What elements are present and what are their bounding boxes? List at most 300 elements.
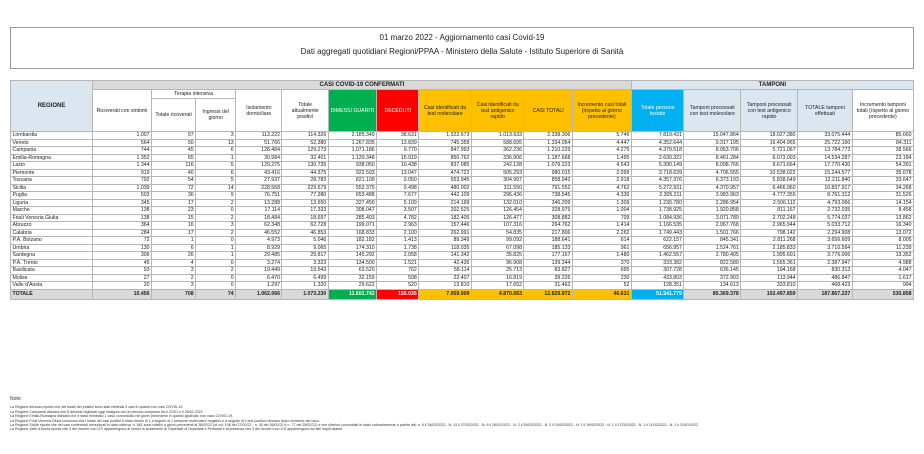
table-cell: 5.721.067 [741,147,798,155]
table-row [11,162,914,170]
totals-cell: 1.062.066 [236,289,282,299]
table-cell: 18.027.380 [741,132,798,140]
table-cell: 15.047.864 [684,132,741,140]
table-cell: 1.071.186 [328,147,376,155]
region-name: Molise [11,274,93,282]
table-cell: 118.035 [419,244,472,252]
table-cell: 99.092 [471,237,524,245]
table-cell: 653.488 [328,192,376,200]
table-cell: 13.862 [852,214,913,222]
table-cell: 3.323 [282,259,328,267]
table-cell: 52.380 [282,139,328,147]
table-cell: 8.461.284 [684,154,741,162]
table-cell: 345 [93,199,152,207]
table-row [11,169,914,177]
table-cell: 850.762 [419,154,472,162]
totals-cell: 51.541.779 [631,289,684,299]
table-cell: 65 [152,154,196,162]
table-cell: 4.782 [377,214,419,222]
table-cell: 182.182 [328,237,376,245]
table-cell: 6 [152,244,196,252]
table-cell: 0 [196,274,236,282]
region-name: Lazio [11,162,93,170]
table-cell: 6.073.003 [741,154,798,162]
group-icu: Terapia intensiva [152,90,236,99]
table-cell: 138 [93,207,152,215]
table-cell: 2 [196,214,236,222]
table-cell: 17.770.430 [798,162,853,170]
table-cell: 116 [152,162,196,170]
region-name: Marche [11,207,93,215]
table-cell: 1.749.443 [631,229,684,237]
table-cell: 3.656.609 [798,237,853,245]
table-row [11,184,914,192]
table-cell: 922.593 [328,169,376,177]
note-line: La Regione Campania dichiara che 6 decessi registrati oggi risalgono ad un periodo compreso tra il 22/01 e il 26/02 2022. [10,409,204,414]
table-row [11,154,914,162]
table-cell: 1.013.633 [471,132,524,140]
table-cell: 486.847 [798,274,853,282]
table-cell: 58.114 [419,267,472,275]
totals-cell: 10.456 [93,289,152,299]
region-name: Liguria [11,199,93,207]
totals-cell: 1.073.230 [282,289,328,299]
note-line: La Regione Valle d'Aosta riporta che 3 dei ricoveri non UTI appartengono al centro di isolamento di Ospedale di Ospedale e Pediatria e la presenza che 3 dei ricoveri non UTI appartengono ad altri ospiti dipinte. [10,427,344,432]
region-name: Sardegna [11,252,93,260]
table-cell: 23.184 [852,154,913,162]
col-dimessi: DIMESSI GUARITI [328,90,376,132]
table-cell: 0 [196,282,236,290]
table-cell: 77.380 [282,192,328,200]
table-cell: 14.534.287 [798,154,853,162]
table-cell: 185.133 [524,244,572,252]
table-cell: 25.722.160 [798,139,853,147]
table-cell: 2.702.248 [741,214,798,222]
table-cell: 433.803 [631,274,684,282]
table-row [11,252,914,260]
table-cell: 97 [152,132,196,140]
table-cell: 304.997 [471,177,524,185]
region-name: Valle d'Aosta [11,282,93,290]
group-cases: CASI COVID-19 CONFERMATI [93,81,632,90]
table-cell: 2 [196,229,236,237]
table-cell: 2.965.944 [741,222,798,230]
table-cell: 54.391 [852,162,913,170]
table-cell: 89.349 [419,237,472,245]
col-persone-testate: Totale persone testate [631,90,684,132]
note-line: La Regione Abruzzo riporta che del totale dei positivi sono stati eliminati 3 casi in quanto non casi COVID-19. [10,405,184,410]
table-cell: 552.375 [328,184,376,192]
table-cell: 1.565.361 [741,259,798,267]
table-cell: 822.580 [684,259,741,267]
region-name: Veneto [11,139,93,147]
table-cell: 738.545 [524,192,572,200]
table-cell: 228.568 [236,184,282,192]
table-cell: 28.783 [282,177,328,185]
table-cell: 1.322.673 [419,132,472,140]
totals-cell: 46.631 [572,289,631,299]
table-cell: 564 [93,139,152,147]
table-cell: 1.297 [236,282,282,290]
region-name: Campania [11,147,93,155]
table-cell: 8.098.766 [684,162,741,170]
table-row [11,259,914,267]
col-antigenico: Casi identificati da test antigenico rapido [471,90,524,132]
table-cell: 695 [572,267,631,275]
table-row [11,132,914,140]
table-cell: 126.454 [471,207,524,215]
table-cell: 13.784.773 [798,147,853,155]
table-cell: 1.920.858 [684,207,741,215]
table-cell: 1.166.535 [631,222,684,230]
table-cell: 264.762 [524,222,572,230]
table-cell: 798.142 [741,229,798,237]
table-cell: 45 [93,259,152,267]
region-name: Abruzzo [11,222,93,230]
table-cell: 468.423 [798,282,853,290]
table-cell: 188.641 [524,237,572,245]
table-cell: 230 [572,274,631,282]
table-cell: 2.185.833 [741,244,798,252]
table-cell: 333.382 [631,259,684,267]
table-cell: 8.761.312 [798,192,853,200]
table-cell: 3.710.594 [798,244,853,252]
col-molecolare: Casi identificati da test molecolare [419,90,472,132]
table-cell: 656.957 [631,244,684,252]
table-cell: 23 [152,207,196,215]
table-cell: 4.793.066 [798,199,853,207]
table-cell: 11.239 [852,244,913,252]
table-cell: 14.154 [852,199,913,207]
totals-cell: 7.959.909 [419,289,472,299]
table-cell: 113.222 [236,132,282,140]
table-cell: 6.466.960 [741,184,798,192]
table-cell: 10.438 [377,162,419,170]
table-cell: 480.002 [419,184,472,192]
report-subtitle: Dati aggregati quotidiani Regioni/PPAA - Ministero della Salute - Istituto Superiore di Sanità [300,47,624,56]
table-cell: 5.774.037 [798,214,853,222]
table-cell: 93 [93,267,152,275]
table-cell: 9.671.664 [741,162,798,170]
table-cell: 96.908 [471,259,524,267]
table-cell: 2.286.954 [684,199,741,207]
table-cell: 130.735 [282,162,328,170]
table-cell: 13.072 [852,229,913,237]
table-cell: 3 [196,132,236,140]
table-cell: 308.047 [328,207,376,215]
covid-data-table [10,80,914,300]
table-cell: 128.484 [236,147,282,155]
table-cell: 762 [377,267,419,275]
table-cell: 4.988 [852,259,913,267]
note-line: La Regione Sicilia riporta che dei casi confermati comunicati in data odierna, n. 581 sono relativi a giorni precedenti al 28/02/22 (di cui: 108 del 27/02/22 - n. 45 del 26/02/22 e n. 77 del 25/02/22) e che ulteriori comunicati le stato ordinariamente a partire dal: n. 6 il 28/02/2022 - N. 13 il 27/02/2022 - N. 6 il 26/02/2022 - N. 2 il 25/02/2022 - N. 2 il 24/02/2022 - N. 1 il 19/02/2022 - N. 1 il 17/02/2022 - N. 1 il 11/02/2022 - N. 1 il 31/01/2022 [10,423,698,428]
table-cell: 9 [196,192,236,200]
table-cell: 46.853 [282,229,328,237]
table-cell: 4.370.957 [684,184,741,192]
table-cell: 13.839 [377,139,419,147]
table-cell: 0 [196,207,236,215]
table-cell: 85.660 [852,132,913,140]
table-cell: 1.079.223 [524,162,572,170]
table-cell: 636.145 [684,267,741,275]
table-cell: 129.275 [236,162,282,170]
table-cell: 307.728 [631,267,684,275]
table-cell: 1.309 [572,199,631,207]
table-cell: 4 [152,259,196,267]
table-cell: 4.447 [572,139,631,147]
table-row [11,282,914,290]
table-cell: 130 [93,244,152,252]
table-cell: 1.039 [93,184,152,192]
table-cell: 5.046 [282,237,328,245]
table-cell: 364 [93,222,152,230]
table-cell: 2 [196,267,236,275]
table-cell: 4.275 [572,147,631,155]
table-cell: 44.375 [282,169,328,177]
table-cell: 858.942 [524,177,572,185]
table-cell: 32.159 [328,274,376,282]
table-row [11,244,914,252]
totals-cell: 74 [196,289,236,299]
notes-section [10,397,914,432]
col-tamponi-totali: TOTALE tamponi effettuati [798,90,853,132]
table-cell: 847.993 [419,147,472,155]
table-cell: 4.706.555 [684,169,741,177]
table-cell: 5.033.712 [798,222,853,230]
table-cell: 35.078 [852,169,913,177]
totals-cell: 102.497.859 [741,289,798,299]
region-name: Piemonte [11,169,93,177]
note-line: La Regione Emilia-Romagna dichiara che è stato eliminato 1 caso comunicato nei giorni precedenti in quanto giudicato non caso COVID-19. [10,414,234,419]
table-cell: 29.485 [236,252,282,260]
table-cell: 811.167 [741,207,798,215]
table-cell: 52 [572,282,631,290]
table-cell: 2 [152,274,196,282]
table-cell: 791.552 [524,184,572,192]
table-cell: 138 [93,214,152,222]
table-cell: 134.613 [684,282,741,290]
table-cell: 994 [852,282,913,290]
table-cell: 141.342 [419,252,472,260]
table-cell: 1.995.601 [741,252,798,260]
table-cell: 63.520 [328,267,376,275]
table-row [11,222,914,230]
table-cell: 217.806 [524,229,572,237]
table-cell: 26 [152,252,196,260]
table-cell: 262.991 [419,229,472,237]
table-cell: 8.005 [852,237,913,245]
table-cell: 72 [93,237,152,245]
table-cell: 33.075.444 [798,132,853,140]
table-cell: 306 [93,252,152,260]
table-cell: 1.462.557 [631,252,684,260]
table-cell: 20 [93,282,152,290]
col-isolamento: Isolamento domiciliare [236,90,282,132]
table-cell: 13.650 [282,199,328,207]
table-cell: 370 [572,259,631,267]
table-cell: 4.973 [236,237,282,245]
table-cell: 3.776.006 [798,252,853,260]
table-cell: 16.819 [471,274,524,282]
totals-label: TOTALE [11,289,93,299]
table-cell: 139.344 [524,259,572,267]
table-cell: 2.294.908 [798,229,853,237]
table-cell: 919 [93,169,152,177]
table-cell: 40 [152,169,196,177]
totals-cell: 530.858 [852,289,913,299]
table-cell: 1.521 [377,259,419,267]
table-cell: 12.211.840 [798,177,853,185]
report-title: 01 marzo 2022 - Aggiornamento casi Covid-19 [379,33,545,42]
table-row [11,274,914,282]
table-cell: 2.058 [377,252,419,260]
table-cell: 16.404.965 [741,139,798,147]
table-cell: 505.293 [471,169,524,177]
table-cell: 9.050 [377,177,419,185]
table-cell: 7.819.431 [631,132,684,140]
table-cell: 5.390.149 [631,162,684,170]
table-cell: 327.450 [328,199,376,207]
table-cell: 5.746 [572,132,631,140]
table-cell: 3 [152,267,196,275]
region-name: Umbria [11,244,93,252]
table-cell: 13.352 [852,252,913,260]
table-cell: 5.109 [377,199,419,207]
table-cell: 113.944 [741,274,798,282]
col-positivi: Totale attualmente positivi [282,90,328,132]
table-cell: 938.050 [328,162,376,170]
table-cell: 38.631 [377,132,419,140]
totals-cell: 187.867.237 [798,289,853,299]
group-swabs: TAMPONI [631,81,913,90]
table-cell: 8.458 [852,207,913,215]
table-cell: 6 [196,169,236,177]
table-row [11,199,914,207]
table-cell: 2.100 [377,229,419,237]
table-cell: 3.507 [377,207,419,215]
region-name: Basilicata [11,267,93,275]
table-cell: 17 [152,199,196,207]
table-cell: 16 [152,222,196,230]
table-cell: 845.341 [684,237,741,245]
table-cell: 1.139.348 [328,154,376,162]
table-cell: 31.526 [852,192,913,200]
table-cell: 9.498 [377,184,419,192]
table-cell: 588.695 [471,139,524,147]
table-cell: 32.401 [282,154,328,162]
table-cell: 36 [152,192,196,200]
table-cell: 1.187.668 [524,154,572,162]
table-row [11,139,914,147]
table-cell: 22.407 [419,274,472,282]
table-cell: 42.436 [419,259,472,267]
col-ricoverati: Ricoverati con sintomi [93,90,152,132]
table-cell: 126.477 [471,214,524,222]
table-cell: 51.766 [236,139,282,147]
table-cell: 2.262 [572,229,631,237]
table-cell: 508 [377,274,419,282]
table-cell: 1.501.766 [684,229,741,237]
table-cell: 45 [152,147,196,155]
col-ingressi: Ingressi del giorno [196,99,236,132]
table-cell: 17.652 [471,282,524,290]
table-cell: 0 [196,259,236,267]
table-cell: 1.495 [572,154,631,162]
table-cell: 553.945 [419,177,472,185]
table-cell: 33.647 [852,177,913,185]
table-cell: 2.630.322 [631,154,684,162]
table-cell: 1.320 [282,282,328,290]
table-cell: 5 [196,162,236,170]
table-cell: 346.209 [524,199,572,207]
table-cell: 1.084.936 [631,214,684,222]
table-cell: 4.047 [852,267,913,275]
table-cell: 1 [196,252,236,260]
table-cell: 336.906 [471,154,524,162]
col-incremento-casi: Incremento casi totali (rispetto al giorno precedente) [572,90,631,132]
table-cell: 6 [196,147,236,155]
table-cell: 3.274 [236,259,282,267]
table-cell: 961 [572,244,631,252]
table-cell: 15.919 [377,154,419,162]
table-cell: 35.825 [471,252,524,260]
table-cell: 2.918 [572,177,631,185]
table-cell: 4.357.376 [631,177,684,185]
table-cell: 1.344 [93,162,152,170]
col-tamponi-molecolari: Tamponi processati con test molecolare [684,90,741,132]
table-cell: 372.903 [684,274,741,282]
table-cell: 27.937 [236,177,282,185]
table-cell: 202.525 [419,207,472,215]
region-name: Emilia-Romagna [11,154,93,162]
report-title-box [10,27,914,69]
totals-cell: 11.601.742 [328,289,376,299]
col-regione: REGIONE [11,81,93,132]
table-cell: 6.499 [282,274,328,282]
table-cell: 1 [196,154,236,162]
table-cell: 1.738.925 [631,207,684,215]
table-cell: 54.835 [471,229,524,237]
totals-cell: 708 [152,289,196,299]
table-cell: 182.405 [419,214,472,222]
table-cell: 177.167 [524,252,572,260]
table-cell: 214.199 [419,199,472,207]
table-cell: 1 [152,237,196,245]
table-cell: 709 [572,214,631,222]
table-cell: 285.403 [328,214,376,222]
table-cell: 129.273 [282,147,328,155]
table-row [11,147,914,155]
table-cell: 1.267.835 [328,139,376,147]
region-name: Lombardia [11,132,93,140]
table-cell: 1.230.780 [631,199,684,207]
table-cell: 1.413 [377,237,419,245]
table-cell: 830.313 [798,267,853,275]
table-cell: 4.352.644 [631,139,684,147]
table-cell: 9.317.195 [684,139,741,147]
table-cell: 43.416 [236,169,282,177]
table-cell: 242.138 [471,162,524,170]
table-cell: 2.338.306 [524,132,572,140]
table-cell: 9.065 [282,244,328,252]
table-cell: 34.268 [852,184,913,192]
table-cell: 0 [196,237,236,245]
table-cell: 362.236 [471,147,524,155]
table-cell: 308.882 [524,214,572,222]
table-cell: 2.099 [572,169,631,177]
table-cell: 16.340 [852,222,913,230]
table-cell: 837.085 [419,162,472,170]
